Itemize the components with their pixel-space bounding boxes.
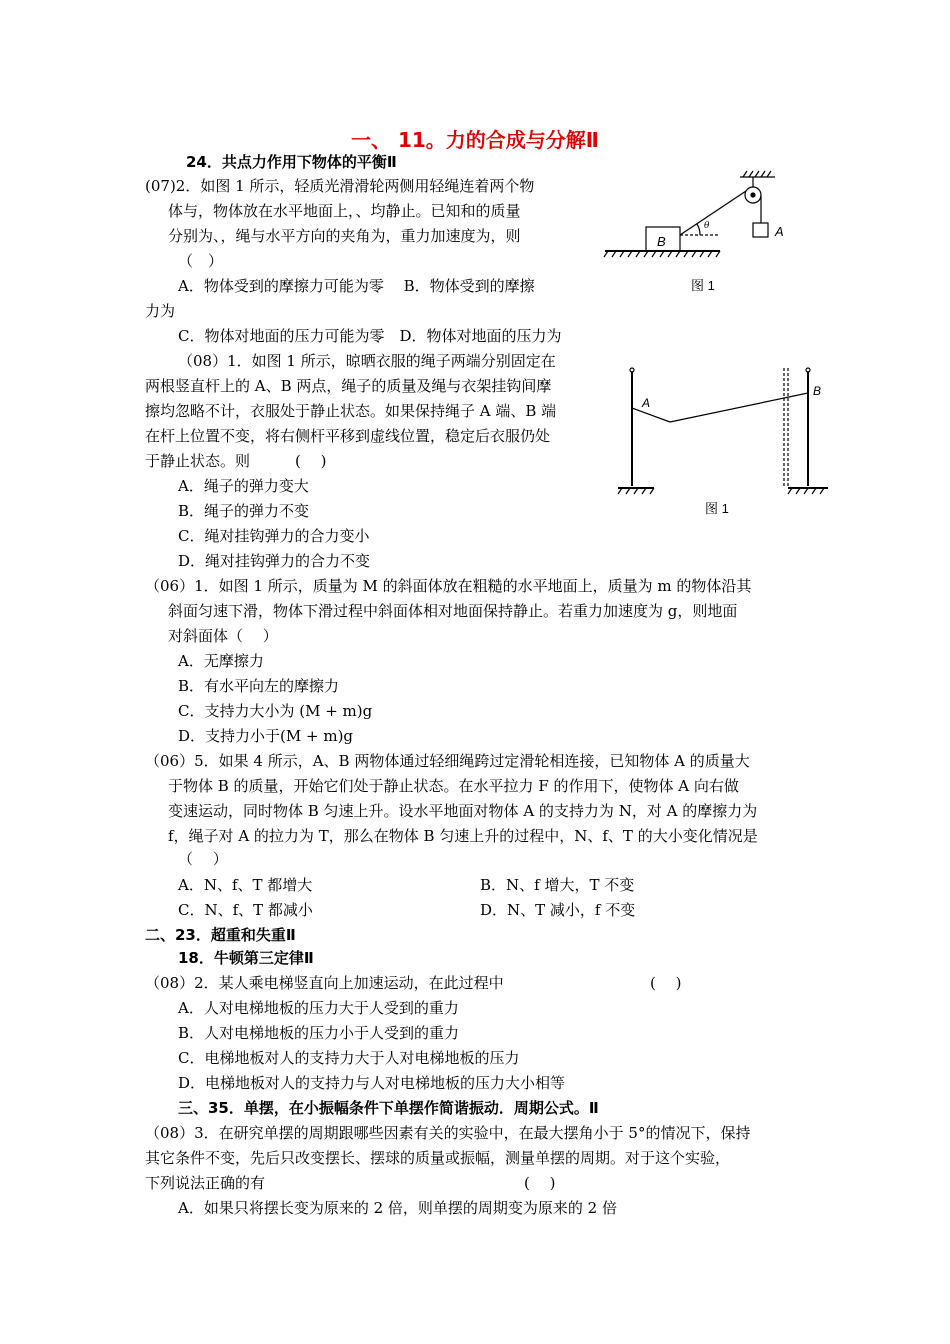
q3-line-1: （06）1．如图 1 所示，质量为 M 的斜面体放在粗糙的水平地面上，质量为 m 的物体沿其 (145, 577, 752, 595)
q3-line-2: 斜面匀速下滑，物体下滑过程中斜面体相对地面保持静止。若重力加速度为 g，则地面 (168, 602, 738, 620)
q4-option-d: D．N、T 减小，f 不变 (480, 901, 636, 919)
q2-line-5: 于静止状态。则 ( ) (145, 452, 327, 470)
q5-option-c: C．电梯地板对人的支持力大于人对电梯地板的压力 (178, 1049, 520, 1067)
q5-option-d: D．电梯地板对人的支持力与人对电梯地板的压力大小相等 (178, 1074, 566, 1092)
q2-option-d: D．绳对挂钩弹力的合力不变 (178, 552, 371, 570)
q3-option-b: B．有水平向左的摩擦力 (178, 677, 340, 695)
fig2-caption: 图 1 (705, 501, 729, 516)
q2-option-a: A．绳子的弹力变大 (178, 477, 309, 495)
fig2-label-a: A (642, 396, 651, 410)
q2-option-c: C．绳对挂钩弹力的合力变小 (178, 527, 370, 545)
section-heading-3: 三、35．单摆，在小振幅条件下单摆作简谐振动．周期公式。Ⅱ (178, 1099, 599, 1117)
fig1-caption: 图 1 (691, 278, 715, 293)
q4-line-3: 变速运动，同时物体 B 匀速上升。设水平地面对物体 A 的支持力为 N，对 A 的摩擦力为 (168, 802, 758, 820)
q6-option-a: A．如果只将摆长变为原来的 2 倍，则单摆的周期变为原来的 2 倍 (178, 1199, 617, 1217)
q1-line-1: (07)2．如图 1 所示，轻质光滑滑轮两侧用轻绳连着两个物 (145, 177, 535, 195)
q2-line-3: 擦均忽略不计，衣服处于静止状态。如果保持绳子 A 端、B 端 (145, 402, 557, 420)
q1-option-ab: A．物体受到的摩擦力可能为零 B．物体受到的摩擦 (178, 277, 535, 295)
fig1-label-b: B (657, 234, 666, 249)
q1-option-b-cont: 力为 (145, 302, 176, 320)
clothesline-figure (612, 360, 837, 500)
q1-line-2: 体与，物体放在水平地面上，、均静止。已知和的质量 (168, 202, 521, 220)
q5-option-a: A．人对电梯地板的压力大于人受到的重力 (178, 999, 459, 1017)
q4-line-4: f，绳子对 A 的拉力为 T，那么在物体 B 匀速上升的过程中，N、f、T 的大小变化情况是 (168, 827, 758, 845)
q1-option-cd: C．物体对地面的压力可能为零 D．物体对地面的压力为 (178, 327, 562, 345)
q5-answer-paren: ( ) (650, 974, 682, 992)
q4-line-1: （06）5．如果 4 所示，A、B 两物体通过轻细绳跨过定滑轮相连接，已知物体 A 的质量大 (145, 752, 750, 770)
q5-option-b: B．人对电梯地板的压力小于人受到的重力 (178, 1024, 460, 1042)
section-heading-2: 二、23．超重和失重Ⅱ (145, 926, 296, 944)
q1-line-3: 分别为、，绳与水平方向的夹角为，重力加速度为，则 (168, 227, 521, 245)
q4-line-5: （ ） (178, 850, 228, 868)
q1-line-4: （ ） (178, 252, 224, 270)
q4-option-a: A．N、f、T 都增大 (178, 876, 313, 894)
q6-answer-paren: ( ) (524, 1174, 556, 1192)
q3-option-d: D．支持力小于(M + m)g (178, 727, 354, 745)
q2-line-2: 两根竖直杆上的 A、B 两点，绳子的质量及绳与衣架挂钩间摩 (145, 377, 552, 395)
q6-line-2: 其它条件不变，先后只改变摆长、摆球的质量或振幅，测量单摆的周期。对于这个实验， (145, 1149, 731, 1167)
q3-option-a: A．无摩擦力 (178, 652, 264, 670)
q4-line-2: 于物体 B 的质量，开始它们处于静止状态。在水平拉力 F 的作用下，使物体 A 向右做 (168, 777, 739, 795)
fig1-label-theta: θ (704, 221, 710, 231)
section-heading-18: 18．牛顿第三定律Ⅱ (178, 949, 314, 967)
q4-option-c: C．N、f、T 都减小 (178, 901, 313, 919)
q4-option-b: B．N、f 增大，T 不变 (480, 876, 635, 894)
q6-line-3: 下列说法正确的有 (145, 1174, 266, 1192)
q6-line-1: （08）3．在研究单摆的周期跟哪些因素有关的实验中，在最大摆角小于 5°的情况下，保持 (145, 1124, 751, 1142)
q3-line-3: 对斜面体（ ） (168, 627, 278, 645)
section-heading-24: 24．共点力作用下物体的平衡Ⅱ (186, 153, 397, 171)
q2-line-4: 在杆上位置不变，将右侧杆平移到虚线位置，稳定后衣服仍处 (145, 427, 551, 445)
q2-option-b: B．绳子的弹力不变 (178, 502, 310, 520)
q3-option-c: C．支持力大小为 (M + m)g (178, 702, 373, 720)
page-title: 一、 11。力的合成与分解Ⅱ (351, 128, 599, 152)
q5-line-1: （08）2．某人乘电梯竖直向上加速运动，在此过程中 (145, 974, 504, 992)
fig2-label-b: B (813, 384, 822, 398)
fig1-label-a: A (775, 224, 784, 239)
q2-line-1: （08）1．如图 1 所示，晾晒衣服的绳子两端分别固定在 (178, 352, 556, 370)
